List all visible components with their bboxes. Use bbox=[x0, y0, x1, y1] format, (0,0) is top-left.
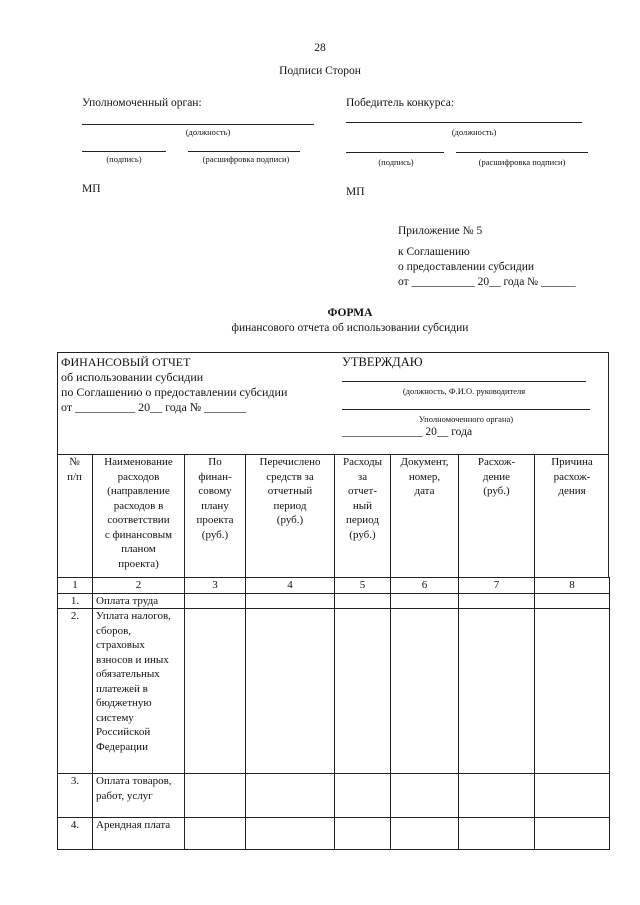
form-subtitle: финансового отчета об использовании субсидии bbox=[231, 322, 469, 334]
table-row bbox=[58, 593, 610, 609]
column-number: 1 bbox=[58, 578, 93, 594]
form-title: ФОРМА bbox=[327, 307, 373, 319]
value-cell[interactable] bbox=[246, 609, 335, 774]
value-cell[interactable] bbox=[535, 593, 610, 609]
row-number: 3. bbox=[58, 774, 93, 818]
column-header-8: Причина расхож- дения bbox=[534, 455, 609, 577]
report-line3: от __________ 20__ года № _______ bbox=[61, 400, 247, 414]
value-cell[interactable] bbox=[535, 818, 610, 850]
expense-name: Оплата труда bbox=[93, 593, 185, 609]
report-line2: по Соглашению о предоставлении субсидии bbox=[61, 385, 288, 399]
appendix-line3: от ___________ 20__ года № ______ bbox=[398, 276, 576, 288]
right-position-caption: (должность) bbox=[451, 127, 497, 137]
expense-name: Оплата товаров, работ, услуг bbox=[93, 774, 185, 818]
value-cell[interactable] bbox=[459, 593, 535, 609]
expense-name: Арендная плата bbox=[93, 818, 185, 850]
expense-name: Уплата налогов, сборов, страховых взносов и иных обязательных платежей в бюджетную систему Российской Федерации bbox=[93, 609, 185, 774]
page-number: 28 bbox=[314, 42, 326, 54]
column-number: 4 bbox=[246, 578, 335, 594]
appendix-title: Приложение № 5 bbox=[398, 225, 483, 237]
report-line1: об использовании субсидии bbox=[61, 370, 204, 384]
appendix-line2: о предоставлении субсидии bbox=[398, 261, 535, 273]
column-header-2: Наименование расходов (направление расходов в соответствии с финансовым планом проекта) bbox=[92, 455, 184, 577]
value-cell[interactable] bbox=[391, 774, 459, 818]
value-cell[interactable] bbox=[246, 818, 335, 850]
right-decoding-caption: (расшифровка подписи) bbox=[478, 157, 566, 167]
table-row bbox=[58, 609, 610, 774]
value-cell[interactable] bbox=[185, 593, 246, 609]
column-number: 3 bbox=[185, 578, 246, 594]
value-cell[interactable] bbox=[459, 774, 535, 818]
column-header-4: Перечислено средств за отчетный период (руб.) bbox=[245, 455, 334, 577]
column-number: 6 bbox=[391, 578, 459, 594]
value-cell[interactable] bbox=[335, 774, 391, 818]
table-row bbox=[58, 774, 610, 818]
value-cell[interactable] bbox=[185, 774, 246, 818]
column-header-7: Расхож- дение (руб.) bbox=[458, 455, 534, 577]
report-header bbox=[61, 355, 287, 415]
right-party-title: Победитель конкурса: bbox=[346, 97, 455, 109]
appendix-line1: к Соглашению bbox=[398, 246, 470, 258]
value-cell[interactable] bbox=[185, 609, 246, 774]
left-party-title: Уполномоченный орган: bbox=[82, 97, 202, 109]
value-cell[interactable] bbox=[459, 818, 535, 850]
approve-caption2: Уполномоченного органа) bbox=[418, 414, 514, 424]
approve-title: УТВЕРЖДАЮ bbox=[342, 355, 423, 369]
value-cell[interactable] bbox=[246, 774, 335, 818]
column-number: 2 bbox=[93, 578, 185, 594]
value-cell[interactable] bbox=[391, 609, 459, 774]
column-header-1: № п/п bbox=[67, 456, 82, 483]
approve-caption1: (должность, Ф.И.О. руководителя bbox=[402, 386, 526, 396]
left-position-caption: (должность) bbox=[185, 127, 231, 137]
right-signature-caption: (подпись) bbox=[378, 157, 414, 167]
value-cell[interactable] bbox=[185, 818, 246, 850]
column-header-5: Расходы за отчет- ный период (руб.) bbox=[334, 455, 390, 577]
left-decoding-caption: (расшифровка подписи) bbox=[202, 154, 290, 164]
column-number-row bbox=[58, 578, 610, 594]
value-cell[interactable] bbox=[391, 818, 459, 850]
value-cell[interactable] bbox=[335, 609, 391, 774]
signatures-title: Подписи Сторон bbox=[279, 65, 361, 77]
value-cell[interactable] bbox=[246, 593, 335, 609]
report-title: ФИНАНСОВЫЙ ОТЧЕТ bbox=[61, 355, 191, 369]
value-cell[interactable] bbox=[391, 593, 459, 609]
value-cell[interactable] bbox=[335, 818, 391, 850]
column-number: 7 bbox=[459, 578, 535, 594]
value-cell[interactable] bbox=[335, 593, 391, 609]
approve-date: ______________ 20__ года bbox=[342, 426, 473, 438]
value-cell[interactable] bbox=[459, 609, 535, 774]
financial-report-table bbox=[57, 577, 610, 850]
left-seal: МП bbox=[82, 183, 101, 195]
column-number: 8 bbox=[535, 578, 610, 594]
value-cell[interactable] bbox=[535, 609, 610, 774]
column-header-6: Документ, номер, дата bbox=[390, 455, 458, 577]
left-signature-caption: (подпись) bbox=[106, 154, 142, 164]
table-row bbox=[58, 818, 610, 850]
column-header-3: По финан- совому плану проекта (руб.) bbox=[184, 455, 245, 577]
row-number: 2. bbox=[58, 609, 93, 774]
column-number: 5 bbox=[335, 578, 391, 594]
row-number: 4. bbox=[58, 818, 93, 850]
row-number: 1. bbox=[58, 593, 93, 609]
right-seal: МП bbox=[346, 186, 365, 198]
value-cell[interactable] bbox=[535, 774, 610, 818]
